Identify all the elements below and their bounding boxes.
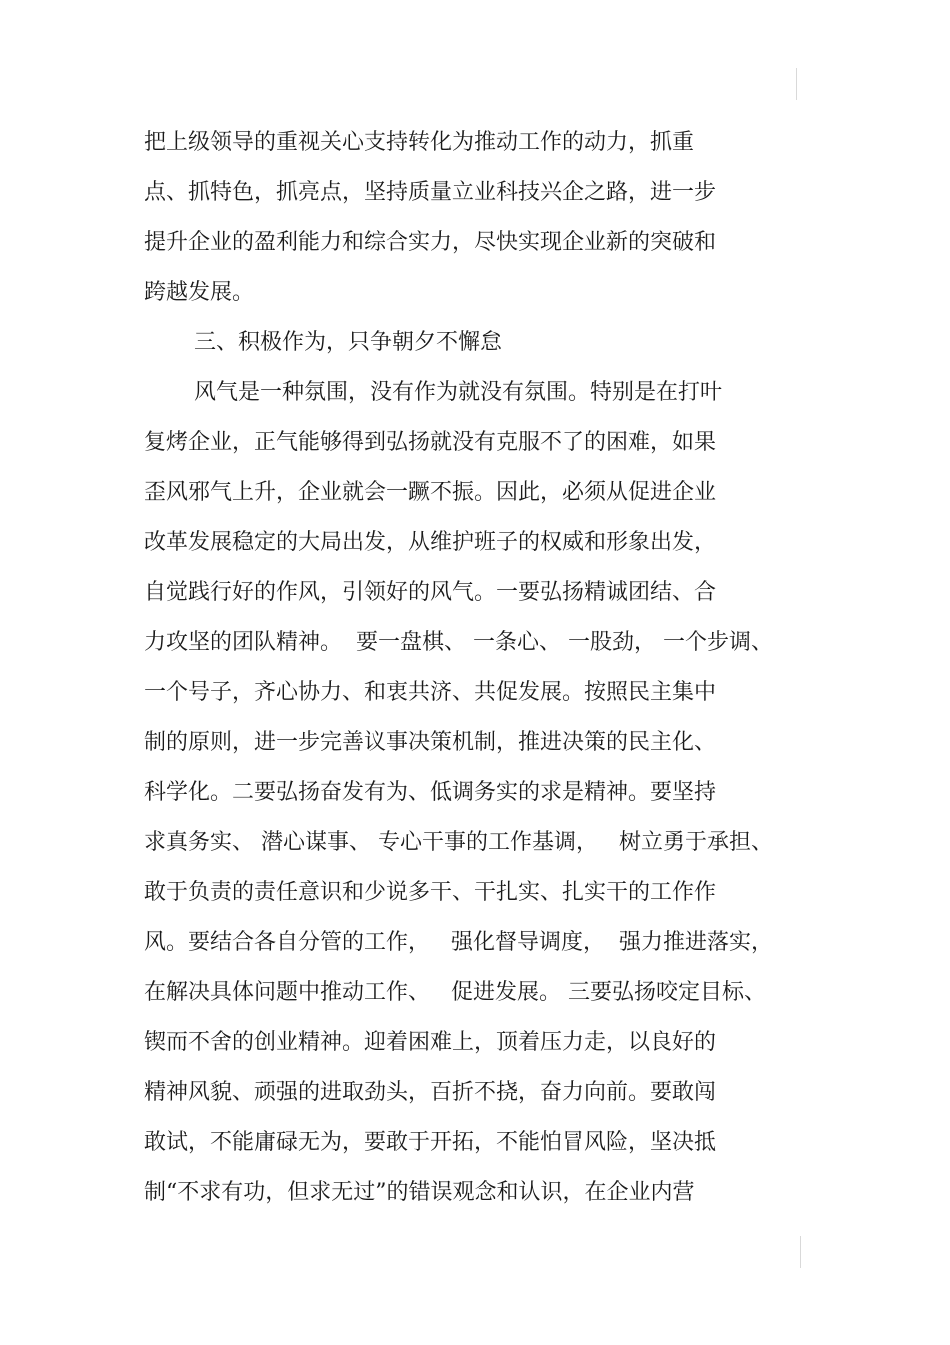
text-line: 制“不求有功，但求无过”的错误观念和认识，在企业内营 xyxy=(144,1180,695,1205)
text-line: 点、抓特色，抓亮点，坚持质量立业科技兴企之路，进一步 xyxy=(144,180,717,205)
text-line: 求真务实、 潜心谋事、 专心干事的工作基调， 树立勇于承担、 xyxy=(144,830,773,855)
text-line: 制的原则，进一步完善议事决策机制，推进决策的民主化、 xyxy=(144,730,717,755)
text-line: 改革发展稳定的大局出发，从维护班子的权威和形象出发， xyxy=(144,530,717,555)
section-heading: 三、积极作为，只争朝夕不懈怠 xyxy=(194,330,503,355)
text-line: 把上级领导的重视关心支持转化为推动工作的动力，抓重 xyxy=(144,130,695,155)
text-line: 敢于负责的责任意识和少说多干、干扎实、扎实干的工作作 xyxy=(144,880,717,905)
text-line: 锲而不舍的创业精神。迎着困难上，顶着压力走，以良好的 xyxy=(144,1030,717,1055)
body-text xyxy=(144,118,824,1218)
text-line: 敢试，不能庸碌无为，要敢于开拓，不能怕冒风险，坚决抵 xyxy=(144,1130,717,1155)
paragraph-start-line: 风气是一种氛围，没有作为就没有氛围。特别是在打叶 xyxy=(194,380,723,405)
page-edge-mark-top xyxy=(796,68,797,100)
text-line: 科学化。二要弘扬奋发有为、低调务实的求是精神。要坚持 xyxy=(144,780,717,805)
text-line: 在解决具体问题中推动工作、 促进发展。 三要弘扬咬定目标、 xyxy=(144,980,766,1005)
text-line: 风。要结合各自分管的工作， 强化督导调度， 强力推进落实， xyxy=(144,930,773,955)
text-line: 跨越发展。 xyxy=(144,280,255,305)
text-line: 力攻坚的团队精神。 要一盘棋、 一条心、 一股劲， 一个步调、 xyxy=(144,630,773,655)
text-line: 提升企业的盈利能力和综合实力，尽快实现企业新的突破和 xyxy=(144,230,717,255)
text-line: 精神风貌、顽强的进取劲头，百折不挠，奋力向前。要敢闯 xyxy=(144,1080,717,1105)
text-line: 歪风邪气上升，企业就会一蹶不振。因此，必须从促进企业 xyxy=(144,480,717,505)
text-line: 一个号子，齐心协力、和衷共济、共促发展。按照民主集中 xyxy=(144,680,717,705)
page-edge-mark-bottom xyxy=(800,1236,801,1268)
text-line: 复烤企业，正气能够得到弘扬就没有克服不了的困难，如果 xyxy=(144,430,717,455)
text-line: 自觉践行好的作风，引领好的风气。一要弘扬精诚团结、合 xyxy=(144,580,717,605)
